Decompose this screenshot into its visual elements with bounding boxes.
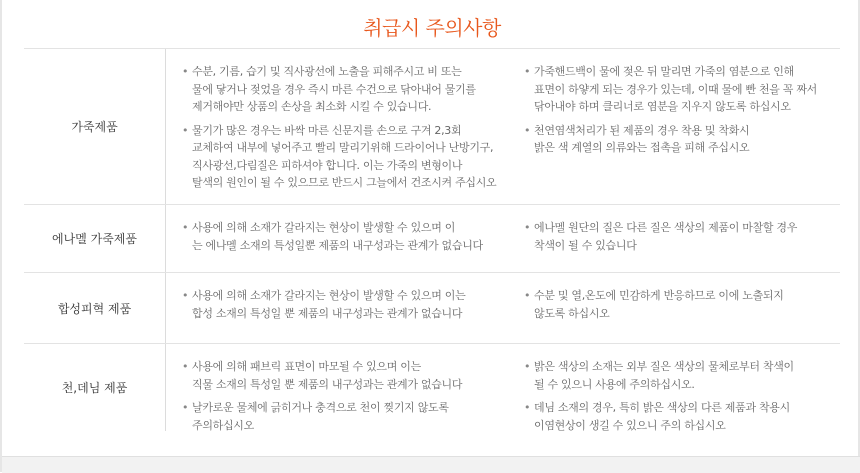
notes-right-enamel xyxy=(524,219,824,260)
table-row-synthetic xyxy=(24,272,840,343)
note-item: • 에나멜 원단의 질은 다른 질은 색상의 제품이 마찰할 경우 착색이 될 수 있습니다 xyxy=(524,219,824,254)
note-item: • 가죽핸드백이 물에 젖은 뒤 말리면 가죽의 염분으로 인해 표면이 하얗게 되는 경우가 있는데, 이때 물에 빤 천을 꼭 짜서 닦아내야 하며 클리너로 염분을 지우지 않도록 하십시오 xyxy=(524,63,824,116)
row-label-fabric: 천,데님 제품 xyxy=(24,344,166,431)
bottom-divider xyxy=(2,456,860,473)
notes-left-enamel xyxy=(182,219,522,260)
note-item: • 데님 소재의 경우, 특히 밝은 색상의 다른 제품과 착용시 이염현상이 생길 수 있으니 주의 하십시오 xyxy=(524,399,824,434)
notes-right-fabric xyxy=(524,358,824,440)
notes-right-synthetic xyxy=(524,287,824,328)
note-item: • 수분 및 열,온도에 민감하게 반응하므로 이에 노출되지 않도록 하십시오 xyxy=(524,287,824,322)
note-item: • 수분, 기름, 습기 및 직사광선에 노출을 피해주시고 비 또는 물에 닿거나 젖었을 경우 즉시 마른 수건으로 닦아내어 물기를 제거해야만 상품의 손상을 최소화 시킬 수 있습니다. xyxy=(182,63,522,116)
note-item: • 천연염색처리가 된 제품의 경우 착용 및 착화시 밝은 색 계열의 의류와는 접촉을 피해 주십시오 xyxy=(524,122,824,157)
note-item: • 사용에 의해 패브릭 표면이 마모될 수 있으며 이는 직물 소재의 특성일 뿐 제품의 내구성과는 관계가 없습니다 xyxy=(182,358,522,393)
note-item: • 사용에 의해 소재가 갈라지는 현상이 발생할 수 있으며 이 는 에나멜 소재의 특성일뿐 제품의 내구성과는 관계가 없습니다 xyxy=(182,219,522,254)
row-label-synthetic: 합성피혁 제품 xyxy=(24,273,166,343)
note-item: • 물기가 많은 경우는 바싹 마른 신문지를 손으로 구겨 2,3회 교체하여 내부에 넣어주고 빨리 말리기위해 드라이어나 난방기구, 직사광선,다림질은 피하셔야 합니다. 이는 가죽의 변형이나 탈색의 원인이 될 수 있으므로 반드시 그늘에서 건조시켜 주십시오 xyxy=(182,122,522,192)
table-row-fabric xyxy=(24,343,840,431)
notes-right-leather xyxy=(524,63,824,163)
note-item: • 날카로운 물체에 긁히거나 충격으로 천이 찢기지 않도록 주의하십시오 xyxy=(182,399,522,434)
note-item: • 사용에 의해 소재가 갈라지는 현상이 발생할 수 있으며 이는 합성 소재의 특성일 뿐 제품의 내구성과는 관계가 없습니다 xyxy=(182,287,522,322)
page-title: 취급시 주의사항 xyxy=(363,16,501,40)
table-row-enamel xyxy=(24,204,840,272)
row-label-leather: 가죽제품 xyxy=(24,49,166,204)
table-row-leather xyxy=(24,48,840,204)
row-label-enamel: 에나멜 가죽제품 xyxy=(24,205,166,272)
note-item: • 밝은 색상의 소재는 외부 질은 색상의 물체로부터 착색이 될 수 있으니 사용에 주의하십시오. xyxy=(524,358,824,393)
notes-left-fabric xyxy=(182,358,522,440)
notes-left-leather xyxy=(182,63,522,198)
notes-left-synthetic xyxy=(182,287,522,328)
care-table xyxy=(24,48,840,431)
